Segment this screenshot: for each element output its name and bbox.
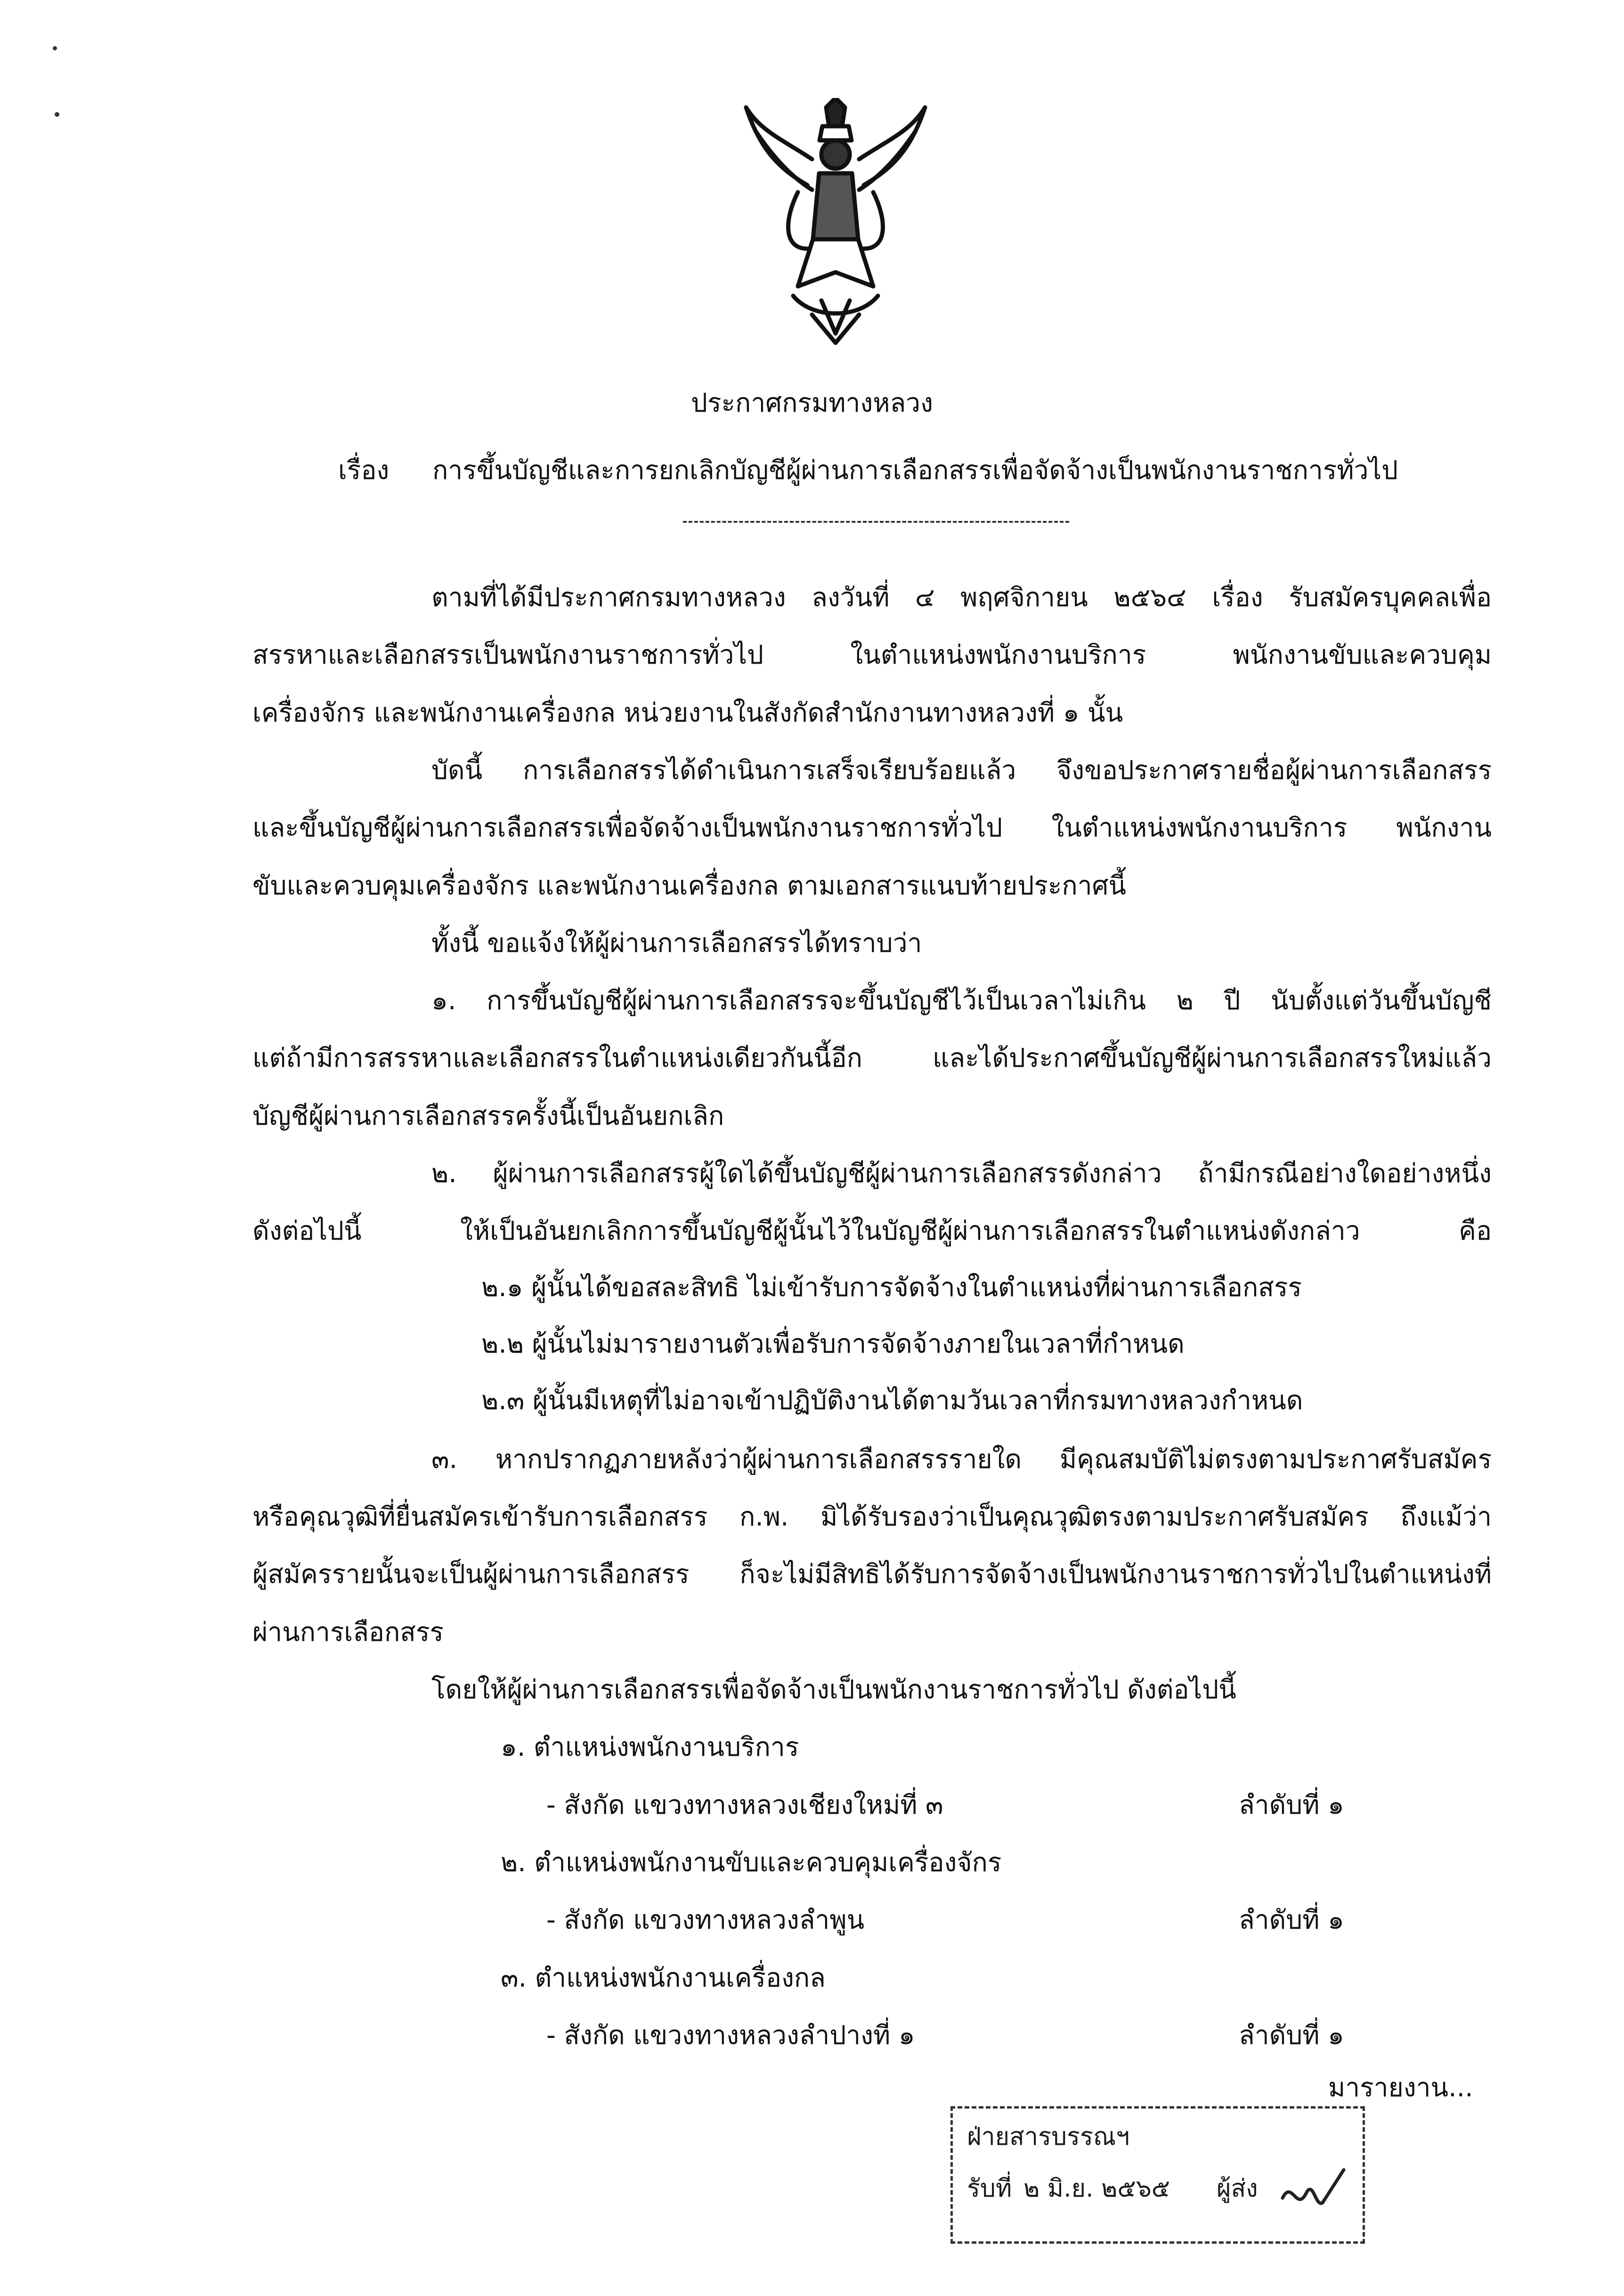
subject-label: เรื่อง <box>338 455 390 485</box>
signature-mark <box>1278 2160 1348 2217</box>
paragraph-line: โดยให้ผู้ผ่านการเลือกสรรเพื่อจัดจ้างเป็นพนักงานราชการทั่วไป ดังต่อไปนี้ <box>431 1674 1236 1704</box>
list-item-line: ๒. ผู้ผ่านการเลือกสรรผู้ใดได้ขึ้นบัญชีผู้ผ่านการเลือกสรรดังกล่าว ถ้ามีกรณีอย่างใดอย่างหนึ่ง <box>431 1158 1492 1188</box>
position-rank: ลำดับที่ ๑ <box>1239 1905 1344 1935</box>
position-unit: - สังกัด แขวงทางหลวงลำพูน <box>546 1905 865 1935</box>
sub-item-line: ๒.๑ ผู้นั้นได้ขอสละสิทธิ ไม่เข้ารับการจัดจ้างในตำแหน่งที่ผ่านการเลือกสรร <box>481 1272 1302 1302</box>
position-title: ๓. ตำแหน่งพนักงานเครื่องกล <box>501 1963 826 1993</box>
position-unit: - สังกัด แขวงทางหลวงเชียงใหม่ที่ ๓ <box>546 1790 943 1820</box>
list-item-line: หรือคุณวุฒิที่ยื่นสมัครเข้ารับการเลือกสรร ก.พ. มิได้รับรองว่าเป็นคุณวุฒิตรงตามประกาศรับสมัคร ถึงแม้ว่า <box>252 1501 1492 1532</box>
list-item-line: แต่ถ้ามีการสรรหาและเลือกสรรในตำแหน่งเดียวกันนี้อีก และได้ประกาศขึ้นบัญชีผู้ผ่านการเลือกสรรใหม่แล้ว <box>252 1043 1492 1073</box>
stamp-office: ฝ่ายสารบรรณฯ <box>967 2123 1130 2151</box>
position-rank: ลำดับที่ ๑ <box>1239 1790 1344 1820</box>
stamp-sender-label: ผู้ส่ง <box>1217 2174 1258 2203</box>
continued-marker: มารายงาน... <box>1328 2072 1473 2102</box>
list-item-line: ดังต่อไปนี้ ให้เป็นอันยกเลิกการขึ้นบัญชีผู้นั้นไว้ในบัญชีผู้ผ่านการเลือกสรรในตำแหน่งดังกล่าว คือ <box>252 1216 1492 1246</box>
sub-item-line: ๒.๒ ผู้นั้นไม่มารายงานตัวเพื่อรับการจัดจ้างภายในเวลาที่กำหนด <box>481 1329 1185 1359</box>
paragraph-line: บัดนี้ การเลือกสรรได้ดำเนินการเสร็จเรียบร้อยแล้ว จึงขอประกาศรายชื่อผู้ผ่านการเลือกสรร <box>431 755 1492 785</box>
paragraph-line: เครื่องจักร และพนักงานเครื่องกล หน่วยงานในสังกัดสำนักงานทางหลวงที่ ๑ นั้น <box>252 698 1123 728</box>
received-stamp <box>950 2106 1365 2244</box>
position-rank: ลำดับที่ ๑ <box>1239 2020 1344 2050</box>
position-unit: - สังกัด แขวงทางหลวงลำปางที่ ๑ <box>546 2020 915 2050</box>
position-title: ๒. ตำแหน่งพนักงานขับและควบคุมเครื่องจักร <box>501 1847 1002 1877</box>
scan-speck <box>55 112 59 117</box>
scan-speck <box>53 46 57 50</box>
position-title: ๑. ตำแหน่งพนักงานบริการ <box>501 1732 799 1762</box>
paragraph-line: ขับและควบคุมเครื่องจักร และพนักงานเครื่องกล ตามเอกสารแนบท้ายประกาศนี้ <box>252 870 1127 901</box>
paragraph-line: ทั้งนี้ ขอแจ้งให้ผู้ผ่านการเลือกสรรได้ทราบว่า <box>431 928 922 958</box>
list-item-line: ผู้สมัครรายนั้นจะเป็นผู้ผ่านการเลือกสรร ก็จะไม่มีสิทธิได้รับการจัดจ้างเป็นพนักงานราชการทั่วไปในตำแหน่งที่ <box>252 1559 1492 1589</box>
garuda-emblem-icon <box>741 98 930 348</box>
paragraph-line: สรรหาและเลือกสรรเป็นพนักงานราชการทั่วไป ในตำแหน่งพนักงานบริการ พนักงานขับและควบคุม <box>252 640 1492 670</box>
subject-text: การขึ้นบัญชีและการยกเลิกบัญชีผู้ผ่านการเลือกสรรเพื่อจัดจ้างเป็นพนักงานราชการทั่วไป <box>432 455 1398 485</box>
list-item-line: ผ่านการเลือกสรร <box>252 1617 444 1647</box>
paragraph-line: ตามที่ได้มีประกาศกรมทางหลวง ลงวันที่ ๔ พฤศจิกายน ๒๕๖๔ เรื่อง รับสมัครบุคคลเพื่อ <box>431 582 1492 612</box>
paragraph-line: และขึ้นบัญชีผู้ผ่านการเลือกสรรเพื่อจัดจ้างเป็นพนักงานราชการทั่วไป ในตำแหน่งพนักงานบริการ พนักงาน <box>252 812 1492 843</box>
list-item-line: บัญชีผู้ผ่านการเลือกสรรครั้งนี้เป็นอันยกเลิก <box>252 1101 724 1131</box>
list-item-line: ๑. การขึ้นบัญชีผู้ผ่านการเลือกสรรจะขึ้นบัญชีไว้เป็นเวลาไม่เกิน ๒ ปี นับตั้งแต่วันขึ้นบัญชี <box>431 985 1492 1015</box>
announcement-title: ประกาศกรมทางหลวง <box>691 388 933 418</box>
list-item-line: ๓. หากปรากฏภายหลังว่าผู้ผ่านการเลือกสรรรายใด มีคุณสมบัติไม่ตรงตามประกาศรับสมัคร <box>431 1444 1492 1474</box>
stamp-received-date: ๒ มิ.ย. ๒๕๖๕ <box>1023 2174 1170 2203</box>
sub-item-line: ๒.๓ ผู้นั้นมีเหตุที่ไม่อาจเข้าปฏิบัติงานได้ตามวันเวลาที่กรมทางหลวงกำหนด <box>481 1385 1303 1415</box>
title-divider <box>683 521 1069 523</box>
stamp-received-label: รับที่ <box>967 2174 1012 2203</box>
